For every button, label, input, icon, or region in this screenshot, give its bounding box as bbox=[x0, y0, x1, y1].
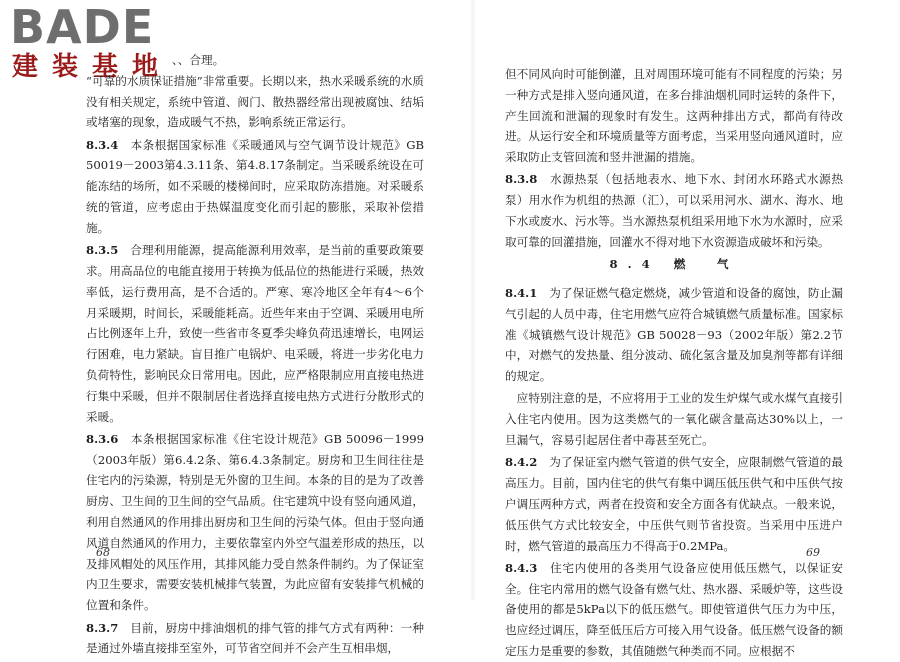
paragraph bbox=[505, 283, 843, 387]
paragraph bbox=[86, 240, 424, 427]
paragraph-text: 住宅内使用的各类用气设备应使用低压燃气，以保证安全。住宅内常用的燃气设备有燃气灶、热水器、采暖炉等，这些设备使用的都是5kPa以下的低压燃气。即使管道供气压力为中压，也应经过调压，降至低压后方可接入用气设备。低压燃气设备的额定压力是重要的参数，其值随燃气种类而不同。应根据不 bbox=[505, 560, 843, 659]
paragraph-text: 为了保证燃气稳定燃烧，减少管道和设备的腐蚀，防止漏气引起的人员中毒，住宅用燃气应符合城镇燃气质量标准。国家标准《城镇燃气设计规范》GB 50028－93（2002年版）第2.2节中，对燃气的发热量、组分波动、硫化氢含量及加臭剂等都有详细的规定。 bbox=[505, 285, 843, 384]
paragraph-text: 合理利用能源，提高能源利用效率，是当前的重要政策要求。用高品位的电能直接用于转换为低品位的热能进行采暖，热效率低，运行费用高，是不合适的。严寒、寒冷地区全年有4～6个月采暖期，时间长，采暖能耗高。近些年来由于空调、采暖用电所占比例逐年上升，致使一些省市冬夏季尖峰负荷迅速增长，电网运行困难，电力紧缺。盲目推广电锅炉、电采暖，将进一步劣化电力负荷特性，影响民众日常用电。因此，应严格限制应用直接电热进行集中采暖，但并不限制居住者选择直接电热方式进行分散形式的采暖。 bbox=[86, 243, 424, 424]
left-paragraphs bbox=[86, 71, 424, 659]
paragraph-text: “可靠的水质保证措施”非常重要。长期以来，热水采暖系统的水质没有相关规定，系统中管道、阀门、散热器经常出现被腐蚀、结垢或堵塞的现象，造成暖气不热，影响系统正常运行。 bbox=[86, 73, 424, 130]
page-number-left: 68 bbox=[96, 546, 110, 559]
logo-main-text: BADE bbox=[8, 2, 160, 52]
paragraph-text: 目前，厨房中排油烟机的排气管的排气方式有两种：一种是通过外墙直接排至室外，可节省空间并不会产生互相串烟， bbox=[86, 620, 424, 656]
paragraph bbox=[86, 618, 424, 660]
header-fragment: 、、合理。 bbox=[172, 53, 225, 67]
paragraph-text: 水源热泵（包括地表水、地下水、封闭水环路式水源热泵）用水作为机组的热源（汇），可以采用河水、湖水、海水、地下水或废水、污水等。当水源热泵机组采用地下水为水源时，应采取可靠的回灌措施，回灌水不得对地下水资源造成破坏和污染。 bbox=[505, 172, 843, 249]
paragraph-text: 本条根据国家标准《住宅设计规范》GB 50096－1999（2003年版）第6.4.2条、第6.4.3条制定。厨房和卫生间往往是住宅内的污染源，特别是无外窗的卫生间。本条的目的是为了改善厨房、卫生间的卫生间的空气品质。住宅建筑中设有竖向通风道，利用自然通风的作用排出厨房和卫生间的污染气体。但由于竖向通风道自然通风的作用力，主要依靠室内外空气温差形成的热压，以及排风帽处的风压作用，其排风能力受自然条件制约。为了保证室内卫生要求，需要安装机械排气装置，为此应留有安装排气机械的位置和条件。 bbox=[86, 431, 424, 613]
paragraph-text: 但不同风向时可能倒灌，且对周围环境可能有不同程度的污染；另一种方式是排入竖向通风道，在多台排油烟机同时运转的条件下，产生回流和泄漏的现象时有发生。这两种排出方式，都尚有待改进。从运行安全和环境质量等方面考虑，当采用竖向通风道时，应采取防止支管回流和竖井泄漏的措施。 bbox=[505, 67, 843, 165]
left-page bbox=[86, 50, 424, 659]
section-number: 8.3.8 bbox=[505, 172, 538, 187]
paragraph bbox=[86, 429, 424, 616]
section-number: 8.3.7 bbox=[86, 620, 119, 635]
paragraph-text: 应特别注意的是，不应将用于工业的发生炉煤气或水煤气直接引入住宅内使用。因为这类燃气的一氧化碳含量高达30%以上，一旦漏气，容易引起居住者中毒甚至死亡。 bbox=[505, 391, 843, 448]
paragraph-text: 本条根据国家标准《采暖通风与空气调节设计规范》GB 50019－2003第4.3.11条、第4.8.17条制定。当采暖系统设在可能冻结的场所，如不采暖的楼梯间时，应采取防冻措施。对采暖系统的管道，应考虑由于热媒温度变化而引起的膨胀，采取补偿措施。 bbox=[86, 137, 424, 235]
paragraph bbox=[505, 388, 843, 450]
paragraph bbox=[86, 135, 424, 239]
book-fold bbox=[470, 0, 476, 600]
paragraph bbox=[505, 452, 843, 556]
section-number: 8.4.3 bbox=[505, 560, 538, 575]
paragraph bbox=[86, 71, 424, 133]
section-number: 8.4.1 bbox=[505, 285, 538, 300]
right-page bbox=[505, 64, 843, 662]
section-title: 8.4 燃 气 bbox=[609, 257, 739, 272]
paragraph bbox=[505, 64, 843, 168]
paragraph bbox=[505, 169, 843, 252]
section-number: 8.3.6 bbox=[86, 431, 119, 446]
section-number: 8.3.5 bbox=[86, 243, 119, 258]
section-number: 8.4.2 bbox=[505, 455, 538, 470]
paragraph-text: 为了保证室内燃气管道的供气安全，应限制燃气管道的最高压力。目前，国内住宅的供气有集中调压低压供气和中压供气按户调压两种方式，两者在投资和安全方面各有优缺点。一般来说，低压供气方式比较安全，中压供气则节省投资。当采用中压进户时，燃气管道的最高压力不得高于0.2MPa。 bbox=[505, 455, 843, 553]
paragraph bbox=[505, 558, 843, 662]
logo-sub-text: 建装基地 bbox=[12, 52, 173, 82]
section-number: 8.3.4 bbox=[86, 137, 119, 152]
page-number-right: 69 bbox=[806, 546, 820, 559]
